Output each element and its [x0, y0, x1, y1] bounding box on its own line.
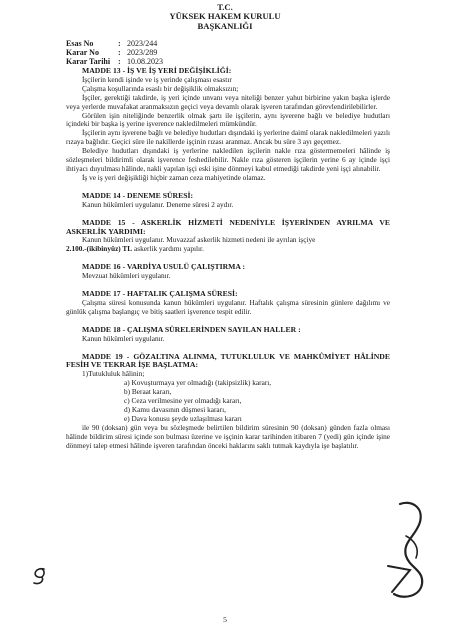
article-13-paragraph: İş ve iş yeri değişikliği hiçbir zaman ceza mahiyetinde olamaz.: [82, 172, 266, 182]
karar-no-value: 2023/289: [127, 48, 158, 58]
case-info-row: [66, 48, 163, 57]
document-header: [0, 3, 450, 31]
esas-no-value: 2023/244: [127, 39, 158, 48]
article-14-line: Kanun hükümleri uygulanır. Deneme süresi 2 aydır.: [82, 199, 234, 209]
article-18-title: MADDE 18 - ÇALIŞMA SÜRELERİNDEN SAYILAN HALLER :: [82, 324, 301, 334]
article-15-text: Kanun hükümleri uygulanır. Muvazzaf askerlik hizmeti nedeni ile ayrılan işçiye: [82, 235, 316, 245]
article-13-paragraph: İşçiler, gerektiği takdirde, iş yeri içinde unvanı veya niteliği benzer yahut birbirine yakın başka işlerde veya yerlerde muvafakat aranmaksızın geçici veya devamlı olarak işveren tarafından görevlendirilebilirler.: [66, 92, 390, 111]
document-body: [66, 67, 390, 451]
article-15-paragraph: [66, 236, 390, 254]
handwritten-signature-icon: [380, 496, 436, 606]
article-15-title: MADDE 15 - ASKERLİK HİZMETİ NEDENİYLE İŞYERİNDEN AYRILMA VE ASKERLİK YARDIMI:: [66, 217, 390, 236]
separator: :: [118, 57, 121, 67]
article-13-paragraph: Görülen işin niteliğinde benzerlik olmak şartı ile işçilerin, aynı işverene bağlı ve belediye hudutları içindeki bir başka iş yerine işverence nakledilmeleri mümkündür.: [66, 110, 390, 129]
handwritten-initial-icon: [28, 565, 54, 587]
list-item: e) Dava konusu şeyde uzlaşılması kararı: [124, 413, 242, 423]
article-19-title: MADDE 19 - GÖZALTINA ALINMA, TUTUKLULUK VE MAHKÛMİYET HÂLİNDE FESİH VE TEKRAR İŞE BAŞLATMA:: [66, 351, 390, 370]
article-15-text-end: askerlik yardımı yapılır.: [132, 244, 204, 254]
article-13-line: İşçilerin kendi işinde ve iş yerinde çalışması esastır: [82, 74, 232, 84]
article-13-title: MADDE 13 - İŞ VE İŞ YERİ DEĞİŞİKLİĞİ:: [82, 66, 232, 75]
list-item: c) Ceza verilmesine yer olmadığı kararı,: [124, 396, 242, 406]
article-16-title: MADDE 16 - VARDİYA USULÜ ÇALIŞTIRMA :: [82, 262, 246, 272]
article-13-paragraph: İşçilerin aynı işverene bağlı ve belediye hudutları dışındaki iş yerlerine daimî olarak nakledilmeleri yazılı rızaya bağlıdır. Geçici süre ile nakillerde işçinin rızası aranmaz. Ancak bu süre 3 ayı geçemez.: [66, 128, 390, 147]
header-line-tc: T.C.: [217, 2, 233, 12]
separator: :: [118, 39, 121, 48]
separator: :: [118, 48, 121, 58]
list-item: b) Beraat kararı,: [124, 387, 172, 397]
article-17-title: MADDE 17 - HAFTALIK ÇALIŞMA SÜRESİ:: [82, 289, 238, 299]
page-number: 5: [223, 615, 227, 624]
case-info-row: [66, 39, 163, 48]
list-item: a) Kovuşturmaya yer olmadığı (takipsizlik) kararı,: [124, 378, 272, 388]
karar-tarihi-value: 10.08.2023: [127, 57, 163, 67]
article-13-paragraph: Belediye hudutları dışındaki iş yerlerine nakledilen işçilerin nakle rıza göstermemeleri hâlinde iş sözleşmeleri bildirimli olarak işverence feshedilebilir. Nakle rıza gösteren işçilerin yerine 6 ay içinde işçi ihtiyacı duyulması hâlinde, nakli yapılan işçi eski işine dönmeyi kabul etmediği takdirde yeni işçi alınabilir.: [66, 146, 390, 173]
article-17-paragraph: Çalışma süresi konusunda kanun hükümleri uygulanır. Haftalık çalışma süresinin günlere dağılımı ve günlük çalışma başlangıç ve bitiş saatleri işverence tespit edilir.: [66, 297, 390, 316]
header-line-institution: YÜKSEK HAKEM KURULU: [169, 11, 281, 22]
list-item: d) Kamu davasının düşmesi kararı,: [124, 405, 226, 414]
karar-tarihi-label: Karar Tarihi: [66, 57, 111, 67]
article-19-paragraph: ile 90 (doksan) gün veya bu sözleşmede belirtilen bildirim süresinin 90 (doksan) günden fazla olması hâlinde bildirim süresi içinde son bulması üzerine ve işçinin karar tarihinden itibaren 7 (yedi) gün içinde işine dönmeyi talep etmesi hâlinde işveren tarafından önceki haklarını saklı tutmak kaydıyla işe başlatılır.: [66, 422, 390, 450]
article-18-line: Kanun hükümleri uygulanır.: [82, 333, 165, 343]
article-19-line: 1)Tutukluluk hâlinin;: [82, 369, 145, 379]
article-14-title: MADDE 14 - DENEME SÜRESİ:: [82, 190, 194, 200]
article-13-line: Çalışma koşullarında esaslı bir değişiklik olmaksızın;: [82, 83, 239, 93]
esas-no-label: Esas No: [66, 39, 94, 48]
karar-no-label: Karar No: [66, 48, 99, 58]
military-aid-amount: 2.100.-(ikibinyüz) TL: [66, 244, 133, 254]
article-16-line: Mevzuat hükümleri uygulanır.: [82, 271, 171, 281]
header-line-presidency: BAŞKANLIĞI: [197, 20, 253, 31]
case-info: [66, 39, 163, 67]
